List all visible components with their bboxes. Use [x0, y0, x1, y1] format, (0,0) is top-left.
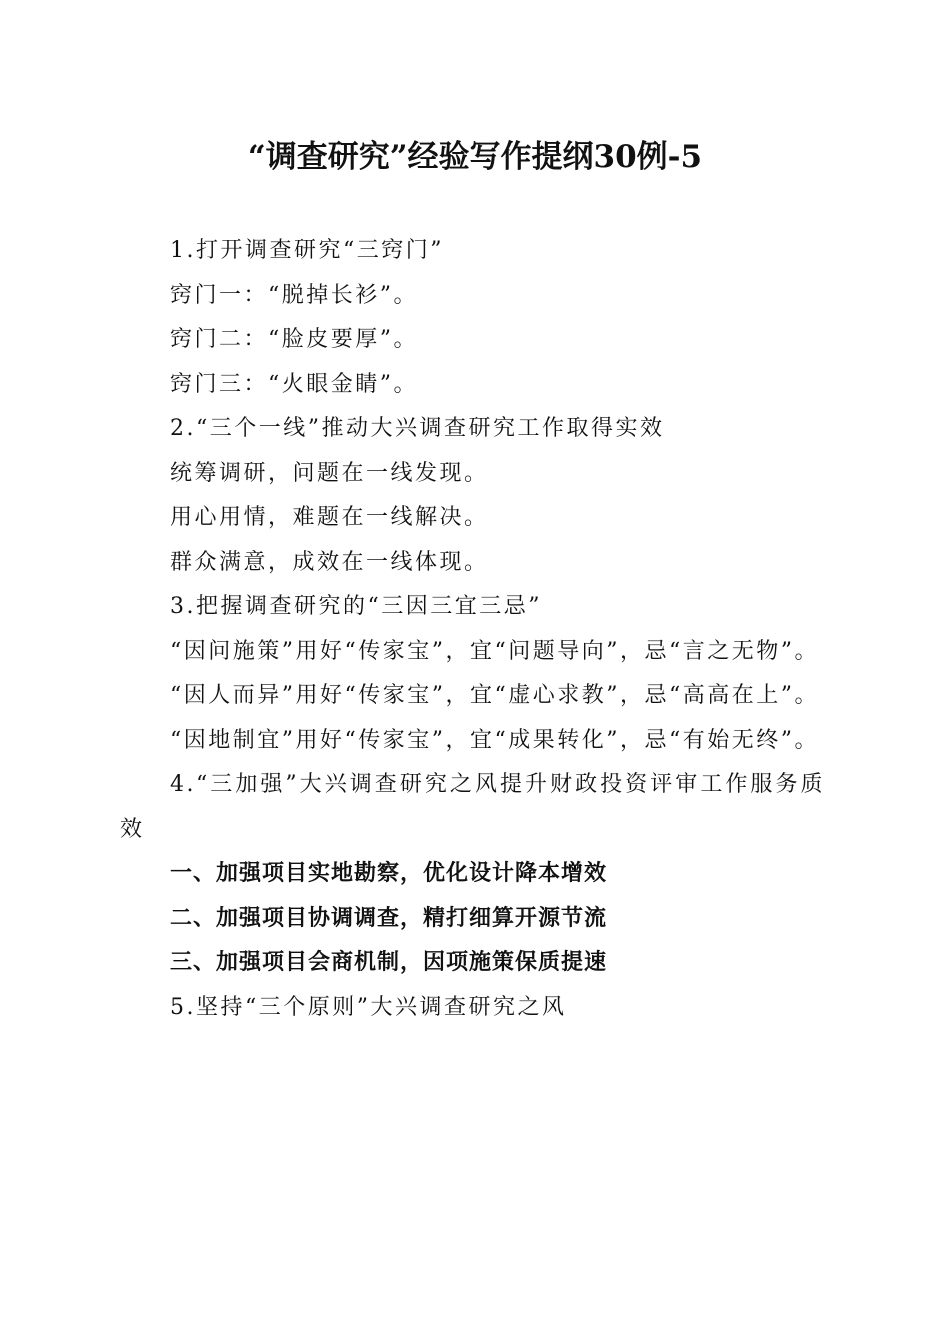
paragraph: 窍门一：“脱掉长衫”。 [170, 282, 418, 308]
paragraph: “因人而异”用好“传家宝”，宜“虚心求教”，忌“高高在上”。 [170, 683, 819, 708]
document-title: “调查研究”经验写作提纲30例-5 [247, 139, 703, 175]
paragraph-item-4-heading: 4.“三加强”大兴调查研究之风提升财政投资评审工作服务质效 [120, 772, 825, 842]
paragraph-item-5-heading: 5.坚持“三个原则”大兴调查研究之风 [170, 994, 567, 1020]
paragraph-item-1-heading: 1.打开调查研究“三窍门” [170, 238, 444, 263]
paragraph: 统筹调研，问题在一线发现。 [170, 460, 489, 486]
paragraph: 群众满意，成效在一线体现。 [170, 549, 489, 575]
bold-subheading: 一、加强项目实地勘察，优化设计降本增效 [170, 861, 608, 886]
document-body [120, 229, 825, 1030]
paragraph: 窍门二：“脸皮要厚”。 [170, 327, 418, 352]
bold-subheading: 二、加强项目协调调查，精打细算开源节流 [170, 905, 608, 931]
bold-subheading: 三、加强项目会商机制，因项施策保质提速 [170, 950, 608, 975]
paragraph-item-3-heading: 3.把握调查研究的“三因三宜三忌” [170, 594, 542, 619]
paragraph: 用心用情，难题在一线解决。 [170, 505, 489, 530]
paragraph: “因地制宜”用好“传家宝”，宜“成果转化”，忌“有始无终”。 [170, 727, 819, 753]
paragraph: “因问施策”用好“传家宝”，宜“问题导向”，忌“言之无物”。 [170, 638, 819, 664]
paragraph-item-2-heading: 2.“三个一线”推动大兴调查研究工作取得实效 [170, 416, 665, 441]
paragraph: 窍门三：“火眼金睛”。 [170, 371, 418, 397]
